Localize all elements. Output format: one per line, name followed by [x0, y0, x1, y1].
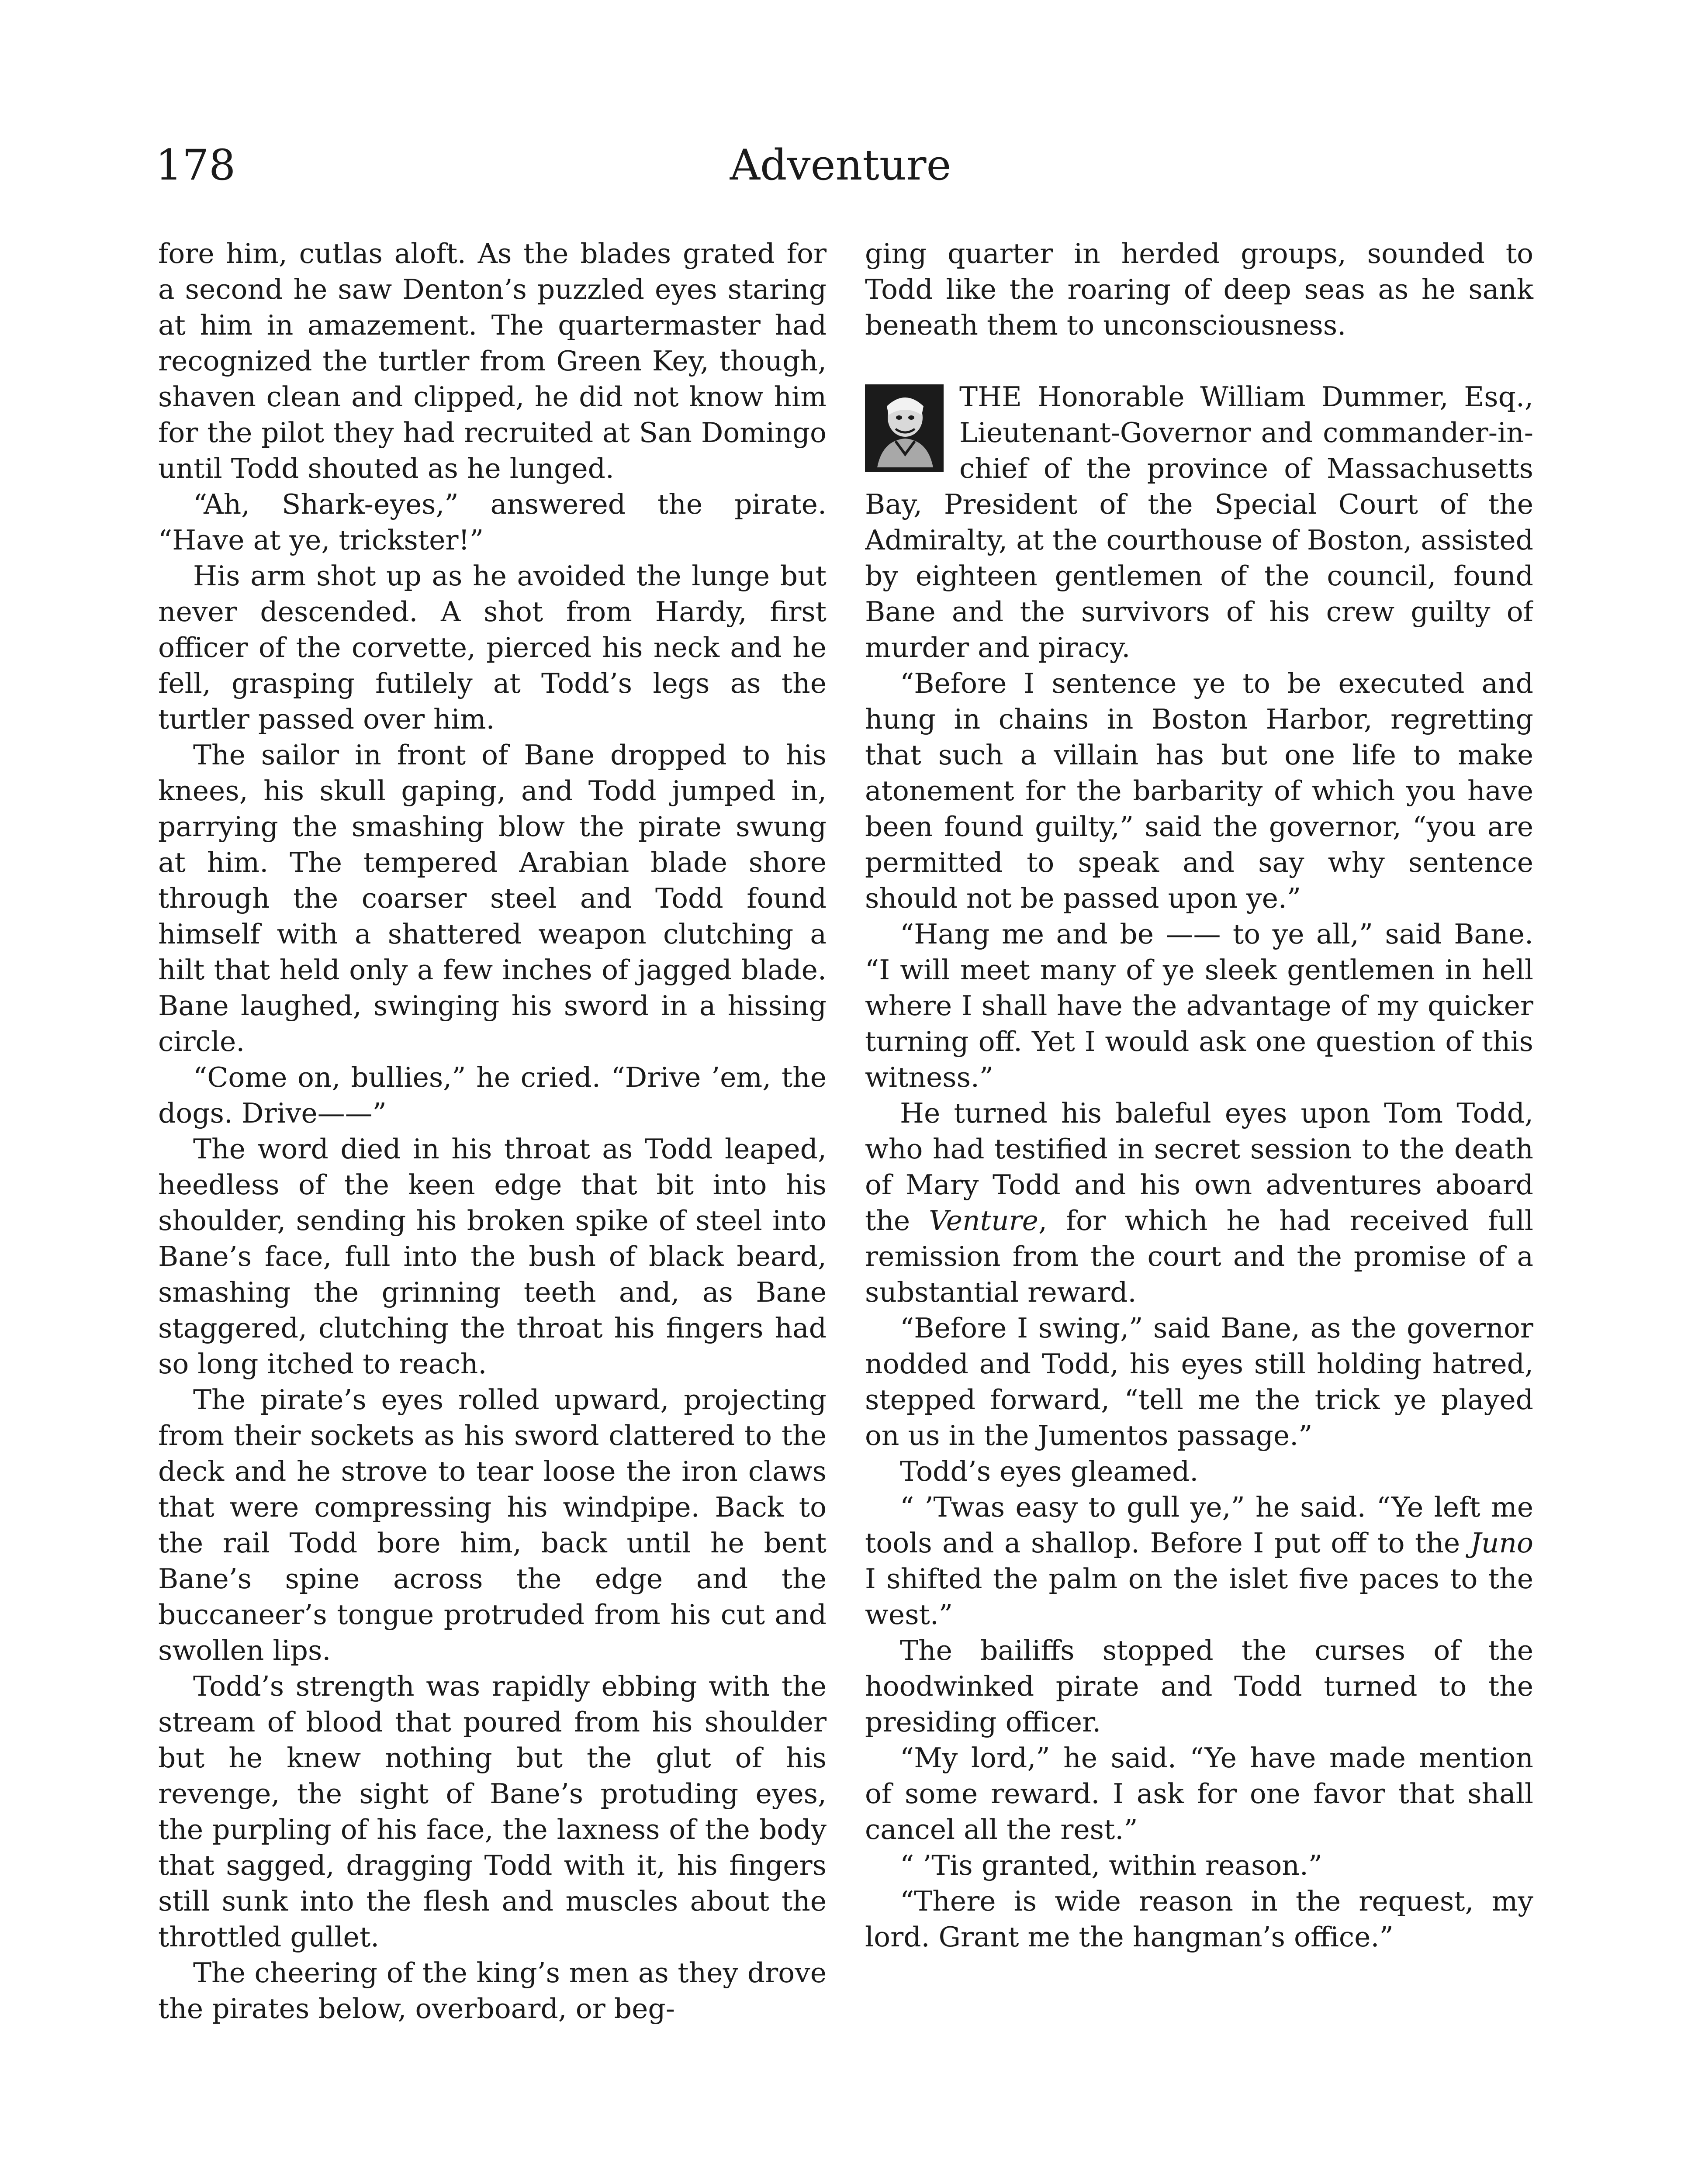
- portrait-illustration-icon: [869, 389, 939, 467]
- paragraph: [865, 1095, 1533, 1310]
- paragraph: “My lord,” he said. “Ye have made mention of some reward. I ask for one favor that shall cancel all the rest.”: [865, 1742, 1533, 1845]
- section-opening: [865, 379, 1533, 666]
- paragraph: “Hang me and be —— to ye all,” said Bane. “I will meet many of ye sleek gentlemen in hell where I shall have the advantage of my quicker turning off. Yet I would ask one question of this witness.”: [865, 918, 1533, 1093]
- ship-name: Juno: [1470, 1527, 1533, 1559]
- paragraph: The pirate’s eyes rolled upward, projecting from their sockets as his sword clattered to the deck and he strove to tear loose the iron claws that were compressing his windpipe. Back to the rail Todd bore him, back until he bent Bane’s spine across the edge and the buccaneer’s tongue protruded from his cut and swollen lips.: [158, 1384, 827, 1666]
- paragraph: “ ’Tis granted, within reason.”: [900, 1849, 1323, 1881]
- paragraph-text: “ ’Twas easy to gull ye,” he said. “Ye left me tools and a shallop. Before I put off to the: [865, 1491, 1533, 1559]
- paragraph: “Before I sentence ye to be executed and hung in chains in Boston Harbor, regretting that such a villain has but one life to make atonement for the barbarity of which you have been found guilty,” said the governor, “you are permitted to speak and say why sentence should not be passed upon ye.”: [865, 667, 1533, 914]
- paragraph: ging quarter in herded groups, sounded to Todd like the roaring of deep seas as he sank beneath them to unconsciousness.: [865, 238, 1533, 341]
- paragraph: fore him, cutlas aloft. As the blades grated for a second he saw Denton’s puzzled eyes staring at him in amazement. The quartermaster had recognized the turtler from Green Key, though, shaven clean and clipped, he did not know him for the pilot they had recruited at San Domingo until Todd shouted as he lunged.: [158, 238, 827, 484]
- section-opening-paragraph: THE Honorable William Dummer, Esq., Lieutenant-Governor and commander-in-chief of the province of Massachusetts Bay, President of the Special Court of the Admiralty, at the courthouse of Boston, assisted by eighteen gentlemen of the council, found Bane and the survivors of his crew guilty of murder and piracy.: [865, 381, 1533, 663]
- paragraph: The sailor in front of Bane dropped to his knees, his skull gaping, and Todd jumped in, parrying the smashing blow the pirate swung at him. The tempered Arabian blade shore through the coarser steel and Todd found himself with a shattered weapon clutching a hilt that held only a few inches of jagged blade. Bane laughed, swinging his sword in a hissing circle.: [158, 739, 827, 1057]
- paragraph-text: He turned his baleful eyes upon Tom Todd, who had testified in secret session to the death of Mary Todd and his own adventures aboard the: [865, 1097, 1533, 1237]
- running-title: Adventure: [730, 141, 951, 190]
- paragraph: “There is wide reason in the request, my lord. Grant me the hangman’s office.”: [865, 1885, 1533, 1953]
- paragraph: “Ah, Shark-eyes,” answered the pirate. “Have at ye, trickster!”: [158, 488, 827, 556]
- paragraph: “Before I swing,” said Bane, as the governor nodded and Todd, his eyes still holding hatred, stepped forward, “tell me the trick ye played on us in the Jumentos passage.”: [865, 1312, 1533, 1451]
- paragraph: Todd’s strength was rapidly ebbing with the stream of blood that poured from his shoulder but he knew nothing but the glut of his revenge, the sight of Bane’s protuding eyes, the purpling of his face, the laxness of the body that sagged, dragging Todd with it, his fingers still sunk into the flesh and muscles about the throttled gullet.: [158, 1670, 827, 1953]
- paragraph: The word died in his throat as Todd leaped, heedless of the keen edge that bit into his shoulder, sending his broken spike of steel into Bane’s face, full into the bush of black beard, smashing the grinning teeth and, as Bane staggered, clutching the throat his fingers had so long itched to reach.: [158, 1133, 827, 1380]
- right-column: [865, 236, 1533, 1955]
- paragraph: [865, 1489, 1533, 1633]
- left-column: [158, 236, 827, 2027]
- paragraph: The cheering of the king’s men as they drove the pirates below, overboard, or beg-: [158, 1957, 827, 2025]
- paragraph: His arm shot up as he avoided the lunge but never descended. A shot from Hardy, first officer of the corvette, pierced his neck and he fell, grasping futilely at Todd’s legs as the turtler passed over him.: [158, 560, 827, 735]
- page-number: 178: [156, 141, 236, 190]
- ship-name: Venture: [929, 1205, 1038, 1237]
- portrait-illustration-icon: [865, 384, 944, 472]
- paragraph-text: , for which he had received full remission from the court and the promise of a substantial reward.: [865, 1205, 1533, 1308]
- paragraph-text: I shifted the palm on the islet five paces to the west.”: [865, 1563, 1533, 1631]
- paragraph: “Come on, bullies,” he cried. “Drive ’em, the dogs. Drive——”: [158, 1061, 827, 1129]
- paragraph: Todd’s eyes gleamed.: [900, 1455, 1199, 1487]
- paragraph: The bailiffs stopped the curses of the hoodwinked pirate and Todd turned to the presiding officer.: [865, 1635, 1533, 1738]
